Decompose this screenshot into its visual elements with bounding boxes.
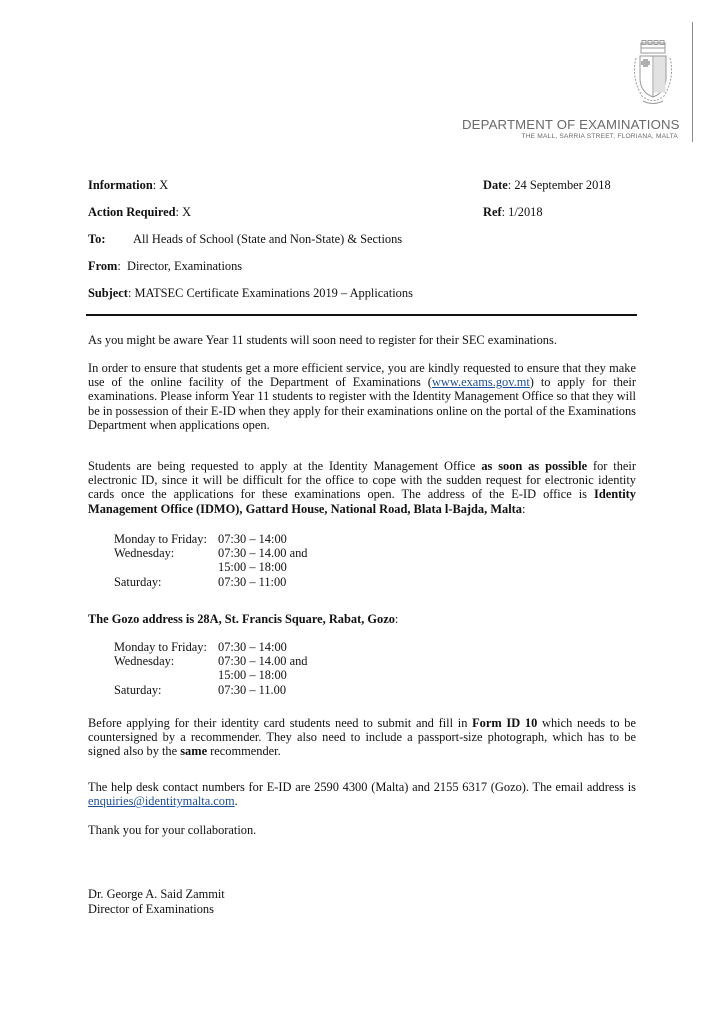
paragraph-text: Students are being requested to apply at the Identity Management Office: [88, 459, 482, 473]
hours-day: Monday to Friday:: [114, 640, 207, 654]
action-required-value: X: [182, 205, 192, 219]
email-link[interactable]: enquiries@identitymalta.com: [88, 794, 235, 809]
paragraph-online-facility: [88, 361, 636, 432]
paragraph-text: Before applying for their identity card students need to submit and fill in: [88, 716, 473, 730]
hours-day: Saturday:: [114, 682, 162, 697]
ref-field: Ref: 1/2018: [483, 205, 543, 219]
action-required-field: Action Required: X: [88, 205, 192, 219]
paragraph-text: which needs to be countersigned by a recommender. They also need to include a passport-size photograph, which has to be signed also by the: [88, 716, 636, 759]
hours-time: 07:30 – 11.00: [218, 682, 287, 697]
emphasis-text: same: [180, 744, 208, 759]
action-required-label: Action Required: [88, 205, 176, 219]
paragraph-intro: As you might be aware Year 11 students will soon need to register for their SEC examinations.: [88, 333, 557, 347]
subject-value: MATSEC Certificate Examinations 2019 – Applications: [134, 286, 413, 300]
hours-time: 07:30 – 14:00: [218, 532, 287, 546]
signatory-title: Director of Examinations: [88, 902, 214, 916]
hours-time: 15:00 – 18:00: [218, 668, 287, 683]
ref-label: Ref: [483, 205, 502, 219]
hours-time: 07:30 – 11:00: [218, 574, 287, 589]
paragraph-text: In order to ensure that students get a more efficient service, you are kindly requested to ensure that they make use of the online facility of the Department of Examinations (: [88, 361, 636, 390]
information-field: Information: X: [88, 178, 169, 192]
punctuation: :: [394, 612, 399, 626]
from-label: From: [88, 259, 118, 273]
subject-field: Subject: MATSEC Certificate Examinations 2019 – Applications: [88, 286, 413, 300]
signature-block: [88, 887, 225, 917]
paragraph-text: The help desk contact numbers for E-ID are 2590 4300 (Malta) and 2155 6317 (Gozo). The email address is: [88, 780, 636, 794]
ref-value: 1/2018: [508, 205, 543, 219]
paragraph-form-id10: [88, 716, 636, 759]
hours-time: 15:00 – 18:00: [218, 560, 287, 575]
from-field: From: Director, Examinations: [88, 259, 243, 273]
date-label: Date: [483, 178, 508, 192]
to-field: To: All Heads of School (State and Non-State) & Sections: [88, 232, 403, 246]
emphasis-text: as soon as possible: [481, 459, 588, 473]
to-label: To: [88, 232, 102, 246]
hours-time: 07:30 – 14.00 and: [218, 546, 308, 561]
punctuation: .: [234, 794, 238, 809]
hours-day: Saturday:: [114, 574, 162, 589]
exams-website-link[interactable]: www.exams.gov.mt: [431, 375, 530, 390]
paragraph-helpdesk: [88, 780, 636, 808]
date-field: Date: 24 September 2018: [483, 178, 611, 192]
hours-day: Wednesday:: [114, 546, 175, 561]
subject-label: Subject: [88, 286, 128, 300]
paragraph-text: for their electronic ID, since it will be difficult for the office to cope with the sudden request for electronic identity cards once the applications for these examinations open. The address of the E-ID office is: [88, 459, 636, 502]
punctuation: :: [521, 501, 526, 516]
gozo-office-address: The Gozo address is 28A, St. Francis Square, Rabat, Gozo: [88, 612, 395, 626]
hours-time: 07:30 – 14:00: [218, 640, 287, 654]
to-value: All Heads of School (State and Non-State) & Sections: [133, 232, 403, 246]
paragraph-text: recommender.: [207, 744, 281, 759]
paragraph-text: ) to apply for their examinations. Please inform Year 11 students to register with the Identity Management Office so that they will be in possession of their E-ID when they apply for their examinations online on the portal of the Examinations Department when applications open.: [88, 375, 636, 432]
signatory-name: Dr. George A. Said Zammit: [88, 887, 225, 901]
department-address: THE MALL, SARRIA STREET, FLORIANA, MALTA: [521, 133, 678, 140]
letterhead-divider: [692, 22, 693, 142]
hours-time: 07:30 – 14.00 and: [218, 654, 308, 669]
information-value: X: [159, 178, 169, 192]
date-value: 24 September 2018: [514, 178, 611, 192]
information-label: Information: [88, 178, 153, 192]
malta-office-address: Identity Management Office (IDMO), Gattard House, National Road, Blata l-Bajda, Malta: [88, 487, 636, 516]
malta-coat-of-arms-icon: [628, 40, 678, 106]
hours-day: Monday to Friday:: [114, 532, 207, 546]
department-name: DEPARTMENT OF EXAMINATIONS: [462, 117, 680, 132]
form-name: Form ID 10: [472, 716, 538, 730]
paragraph-thanks: Thank you for your collaboration.: [88, 823, 257, 837]
gozo-address-line: [88, 612, 636, 626]
header-rule: [86, 314, 637, 316]
from-value: Director, Examinations: [127, 259, 243, 273]
hours-day: Wednesday:: [114, 654, 175, 669]
paragraph-eid-office: [88, 459, 636, 516]
